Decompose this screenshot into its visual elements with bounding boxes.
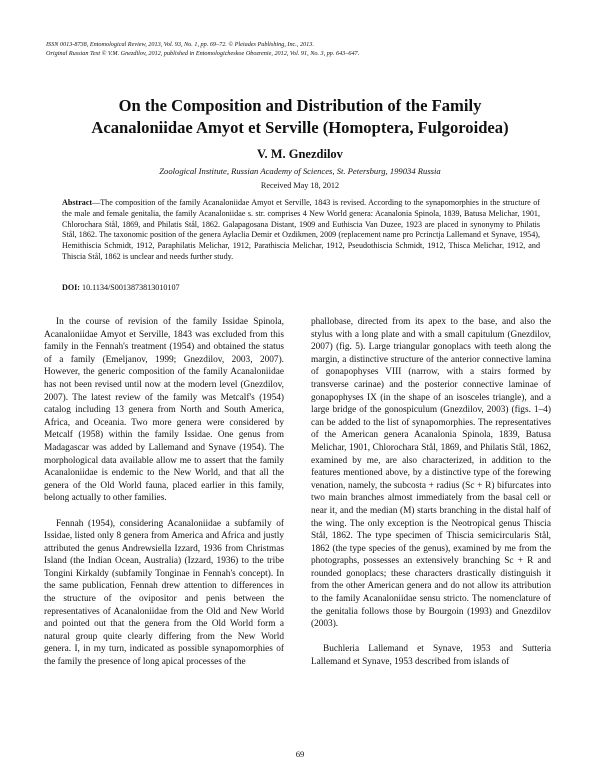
received-date: Received May 18, 2012 [260, 181, 340, 190]
paragraph: Buchleria Lallemand et Synave, 1953 and Sutteria Lallemand et Synave, 1953 described from islands of [311, 644, 551, 668]
author-affiliation: Zoological Institute, Russian Academy of Sciences, St. Petersburg, 199034 Russia [159, 166, 441, 176]
doi-line [62, 283, 540, 294]
abstract-label: Abstract [62, 198, 93, 207]
doi-value[interactable]: 10.1134/S0013873813010107 [82, 283, 180, 292]
paragraph: In the course of revision of the family Issidae Spinola, Acanaloniidae Amyot et Serville, 1843 was excluded from this family in the Fennah's treatment (1954) and obtained the status of a family (Emeljanov, 1999; Gnezdilov, 2003, 2007). However, the generic composition of the family Acanaloniidae has not been revised until now at the modern level (Gnezdilov, 2007). The latest review of the family was Metcalf's (1954) catalog including 13 genera from North and South America, Africa, and Oceania. Two more genera were considered by Metcalf (1958) within the family Issidae. One genus from Madagascar was added by Lallemand and Synave (1954). The morphological data available allow me to assert that the family Acanaloniidae is endemic to the New World, and that all the genera of the Old World fauna, placed earlier in this family, belong actually to other families. [44, 317, 284, 504]
issn-line: ISSN 0013-8738, Entomological Review, 2013, Vol. 93, No. 1, pp. 69–72. © Pleiades Publishing, Inc., 2013. [46, 41, 314, 48]
abstract [62, 198, 540, 263]
paragraph: Fennah (1954), considering Acanaloniidae a subfamily of Issidae, listed only 8 genera from America and Africa and justly attributed the genus Andrewsiella Izzard, 1936 from Christmas Island (the Indian Ocean, Australia) (Izzard, 1936) to the tribe Tongini Kirkaldy (subfamily Tonginae in Fennah's concept). In the same publication, Fennah drew attention to differences in the structure of the ovipositor and penis between the representatives of Acanaloniidae from the Old and New World and pointed out that the genera from the Old World form a natural group quite clearly differing from the New World genera. I, in my turn, indicated as possible synapomorphies of the family the presence of long apical processes of the [44, 518, 284, 668]
title-line-1: On the Composition and Distribution of the Family [118, 96, 482, 115]
author-name: V. M. Gnezdilov [257, 147, 343, 161]
abstract-text: —The composition of the family Acanaloniidae Amyot et Serville, 1843 is revised. According to the synapomorphies in the structure of the male and female genitalia, the family Acanaloniidae s. str. comprises 4 New World genera: Acanalonia Spinola, 1839, Batusa Melichar, 1901, Chlorochara Stål, 1869, and Philatis Stål, 1862. Galapagosana Distant, 1909 and Euthiscia Van Duzee, 1923 are placed in synonymy to Philatis Stål, 1862. The taxonomic position of the genera Aylaclia Demir et Ozdikmen, 2009 (replacement name pro Pcrinctja Lallemand et Synave, 1954), Hemithiscia Schmidt, 1912, Paraphilatis Melichar, 1912, Parathiscia Melichar, 1912, Pseudothiscia Schmidt, 1912, Thisca Melichar, 1912, and Thiscia Stål, 1862 is unclear and needs further study. [62, 198, 540, 261]
paragraph: phallobase, directed from its apex to the base, and also the stylus with a long plate and with a small capitulum (Gnezdilov, 2007) (fig. 5). Large triangular gonoplacs with teeth along the margin, a distinctive structure of the anterior connective lamina of gonapophyses VIII (narrow, with a stairs formed by transverse carinae) and the posterior connective laminae of gonapophyses IX (in the shape of an isosceles triangle), and a large bridge of the gonospiculum (Gnezdilov, 2003) (figs. 1–4) can be added to the list of synapomorphies. The representatives of the American genera Acanalonia Spinola, 1839, Batusa Melichar, 1901, Chlorochara Stål, 1869, and Philatis Stål, 1862, examined by me, are also characterized, in addition to the features mentioned above, by a distinctive type of the forewing venation, namely, the subcosta + radius (Sc + R) bifurcates into two main branches almost immediately from the basal cell or near it, and the median (M) starts branching in the distal half of the wing. The only exception is the Neotropical genus Thiscia Stål, 1862. The type specimen of Thiscia semicircularis Stål, 1862 (the type species of the genus), examined by me from the photographs, possesses an extensively branching Sc + R and rounded gonoplacs; these characters drastically distinguish it from the other American genera and do not allow its attribution to the family Acanaloniidae sensu stricto. The nomenclature of the genitalia follows those by Bourgoin (1993) and Gnezdilov (2003). [311, 317, 551, 630]
article-title [40, 95, 560, 139]
body-column-right [311, 316, 551, 681]
journal-header [46, 40, 566, 58]
doi-label: DOI: [62, 283, 80, 292]
body-column-left [44, 316, 284, 681]
original-text-line: Original Russian Text © V.M. Gnezdilov, 2012, published in Entomologicheskoe Obozrenie, 2012, Vol. 91, No. 3, pp. 643–647. [46, 50, 360, 57]
title-line-2: Acanaloniidae Amyot et Serville (Homoptera, Fulgoroidea) [91, 118, 509, 137]
page-number: 69 [295, 749, 305, 759]
